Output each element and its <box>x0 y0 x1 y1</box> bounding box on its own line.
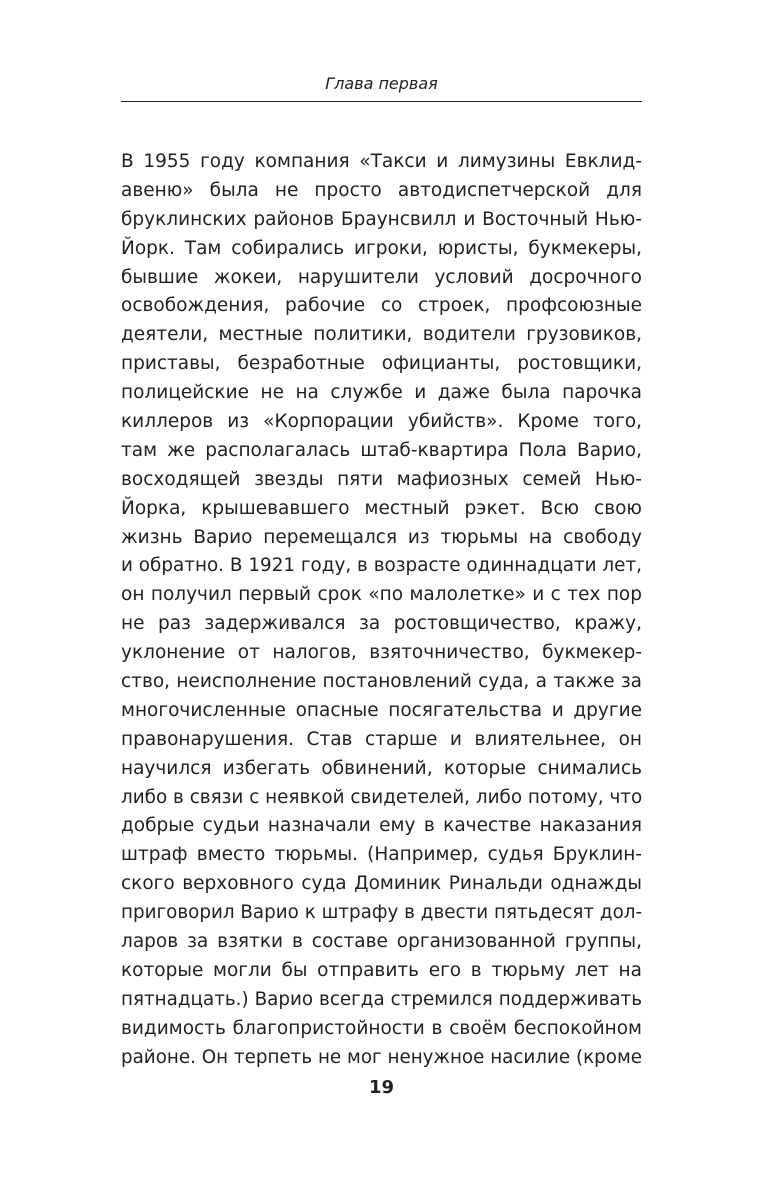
text-line: В 1955 году компания «Такси и лимузины Евклид- <box>121 151 642 172</box>
text-line: пятнадцать.) Варио всегда стремился поддерживать <box>121 988 642 1010</box>
text-line: видимость благопристойности в своём беспокойном <box>121 1017 642 1039</box>
text-line: не раз задерживался за ростовщичество, кражу, <box>121 613 642 635</box>
text-line: киллеров из «Корпорации убийств». Кроме того, <box>121 411 642 433</box>
header-rule <box>121 101 642 102</box>
text-line: штраф вместо тюрьмы. (Например, судья Бруклин- <box>121 844 642 866</box>
text-line: приговорил Варио к штрафу в двести пятьдесят дол- <box>121 902 643 924</box>
text-line: которые могли бы отправить его в тюрьму лет на <box>121 959 642 981</box>
page-number: 19 <box>368 1077 395 1098</box>
text-line: Йорка, крышевавшего местный рэкет. Всю свою <box>121 497 642 519</box>
text-line: деятели, местные политики, водители грузовиков, <box>121 324 642 346</box>
text-line: уклонение от налогов, взяточничество, букмекер- <box>121 642 642 664</box>
text-line: бывшие жокеи, нарушители условий досрочного <box>121 266 642 288</box>
text-line: ларов за взятки в составе организованной группы, <box>121 931 642 953</box>
text-line: добрые судьи назначали ему в качестве наказания <box>121 815 642 837</box>
text-line: освобождения, рабочие со строек, профсоюзные <box>121 295 642 317</box>
text-line: авеню» была не просто автодиспетчерской для <box>121 179 642 201</box>
text-line: многочисленные опасные посягательства и другие <box>121 699 642 721</box>
text-line: жизнь Варио перемещался из тюрьмы на свободу <box>121 526 642 548</box>
text-line: полицейские не на службе и даже была парочка <box>121 382 642 404</box>
text-line: бруклинских районов Браунсвилл и Восточный Нью- <box>121 208 642 230</box>
body-text <box>121 148 642 1073</box>
text-line: Йорк. Там собирались игроки, юристы, букмекеры, <box>121 237 642 259</box>
text-line: районе. Он терпеть не мог ненужное насилие (кроме <box>121 1046 642 1068</box>
text-line: ского верховного суда Доминик Ринальди однажды <box>121 873 642 895</box>
text-line: либо в связи с неявкой свидетелей, либо потому, что <box>121 786 643 808</box>
text-line: ство, неисполнение постановлений суда, а также за <box>121 671 642 693</box>
running-head-title: Глава первая <box>325 74 438 93</box>
text-line: правонарушения. Став старше и влиятельнее, он <box>121 728 642 750</box>
text-line: восходящей звезды пяти мафиозных семей Нью- <box>121 468 642 490</box>
text-line: там же располагалась штаб-квартира Пола Варио, <box>121 439 642 461</box>
text-line: приставы, безработные официанты, ростовщики, <box>121 353 642 375</box>
text-line: он получил первый срок «по малолетке» и с тех пор <box>121 584 642 606</box>
text-line: научился избегать обвинений, которые снимались <box>121 757 642 779</box>
text-line: и обратно. В 1921 году, в возрасте одиннадцати лет, <box>121 555 642 577</box>
